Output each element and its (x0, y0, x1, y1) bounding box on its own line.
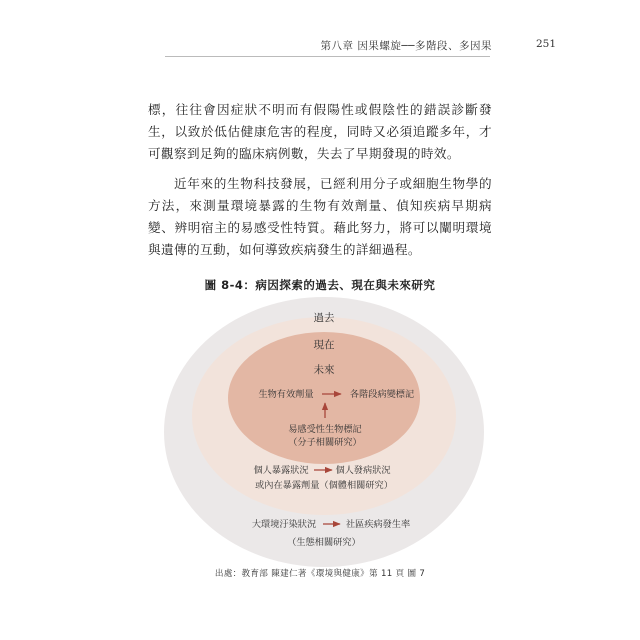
ring-label-present: 現在 (313, 339, 335, 351)
pollution-label: 大環境汙染狀況 (251, 519, 317, 530)
exposure-label: 個人暴露狀況 (253, 465, 309, 476)
paragraph-1: 標，往往會因症狀不明而有假陽性或假陰性的錯誤診斷發生，以致於低估健康危害的程度，同時又必須追蹤多年，才可觀察到足夠的臨床病例數，失去了早期發現的時效。 (148, 102, 492, 161)
ecological-note: （生態相關研究） (287, 537, 361, 548)
page-number: 251 (535, 38, 556, 50)
ring-label-past: 過去 (313, 312, 335, 324)
exposure-label-line2: 或內在暴露劑量（個體相關研究） (255, 480, 393, 491)
susceptibility-label: 易感受性生物標記 (288, 424, 362, 435)
marker-label: 各階段病變標記 (349, 389, 415, 400)
dose-label: 生物有效劑量 (258, 389, 314, 400)
disease-label: 個人發病狀況 (335, 465, 391, 476)
running-head: 第八章 因果螺旋──多階段、多因果 (320, 40, 492, 52)
incidence-label: 社區疾病發生率 (345, 519, 411, 530)
figure-caption: 圖 8-4：病因探索的過去、現在與未來研究 (204, 278, 436, 292)
figure-source: 出處：教育部 陳建仁著《環境與健康》第 11 頁 圖 7 (214, 569, 426, 579)
ring-label-future: 未來 (313, 364, 335, 376)
susceptibility-note: （分子相關研究） (288, 437, 362, 448)
paragraph-2: 近年來的生物科技發展，已經利用分子或細胞生物學的方法，來測量環境暴露的生物有效劑量、偵知疾病早期病變、辨明宿主的易感受性特質。藉此努力，將可以闡明環境與遺傳的互動，如何導致疾病發生的詳細過程。 (148, 176, 492, 257)
